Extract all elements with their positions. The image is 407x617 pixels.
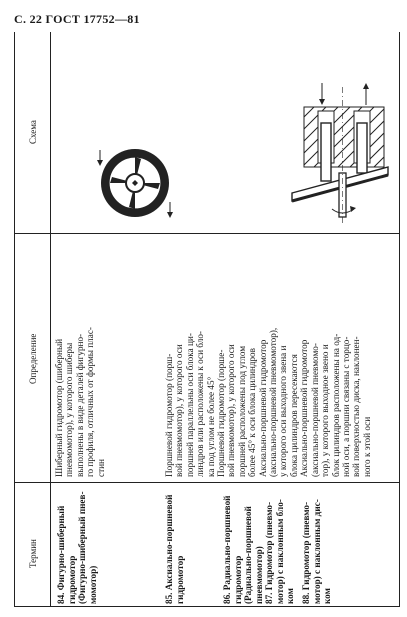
- rotated-table: [14, 32, 400, 607]
- term-86-87: 86. Радиально-поршневой гидромотор (Радиально-поршневой пневмомотор) 87. Гидромотор (пневмо- мотор) с наклонным бло- ком: [222, 495, 295, 604]
- page-header: С. 22 ГОСТ 17752—81: [14, 12, 140, 26]
- column-header-term: Термин: [28, 539, 38, 568]
- column-header-definition: Определение: [28, 333, 38, 384]
- piston: [357, 123, 367, 173]
- arrow-down-icon: [319, 99, 325, 105]
- definition-84: Шиберный гидромотор (шиберный пневмомотор), у которого шиберы выполнены в виде деталей фигурно- го профиля, отличных от формы плас- стин: [54, 327, 106, 477]
- arrow-down-icon: [167, 212, 173, 218]
- vane-motor-scheme: [90, 142, 180, 224]
- term-88: 88. Гидромотор (пневмо- мотор) с наклонным дис- ком: [301, 499, 332, 604]
- term-85: 85. Аксиально-поршневой гидромотор: [164, 494, 185, 604]
- table-border-bottom: [14, 606, 400, 607]
- swash-plate-motor-scheme: [284, 77, 396, 227]
- definition-85-88: Поршневой гидромотор (порш- вой пневмомотор), у которого оси поршней параллельны оси блока ци- линдров или расположены к оси бло- ка под углом не более 45° Поршневой гидромотор (порше- вой пневмомотор), у которого оси поршней расположены под углом более 45° к оси блока цилиндров Аксиально-поршневой гидромотор (аксиально-поршневой пневмомотор), у которого оси выходного звена и блока цилиндров пересекаются Аксиально-поршневой гидромотор (аксиально-поршневой пневмомо- тор), у которого выходное звено и блок цилиндров расположены на од- ной оси, а поршни связаны с торцо- вой поверхностью диска, наклонен- ного к этой оси: [164, 327, 372, 477]
- term-84: 84. Фигурно-шиберный гидромотор (Фигурно-шиберный пнев- момотор): [56, 491, 98, 604]
- column-divider: [14, 233, 400, 234]
- table-border-left: [14, 32, 15, 607]
- arrow-up-icon: [363, 83, 369, 89]
- rotation-arrow-icon: [350, 206, 356, 212]
- cylinder-block-hatching: [304, 107, 384, 167]
- column-header-scheme: Схема: [28, 120, 38, 144]
- column-divider: [50, 32, 51, 607]
- table-border-right: [399, 32, 400, 607]
- piston: [321, 123, 331, 181]
- arrow-down-icon: [97, 160, 103, 166]
- column-divider: [14, 482, 400, 483]
